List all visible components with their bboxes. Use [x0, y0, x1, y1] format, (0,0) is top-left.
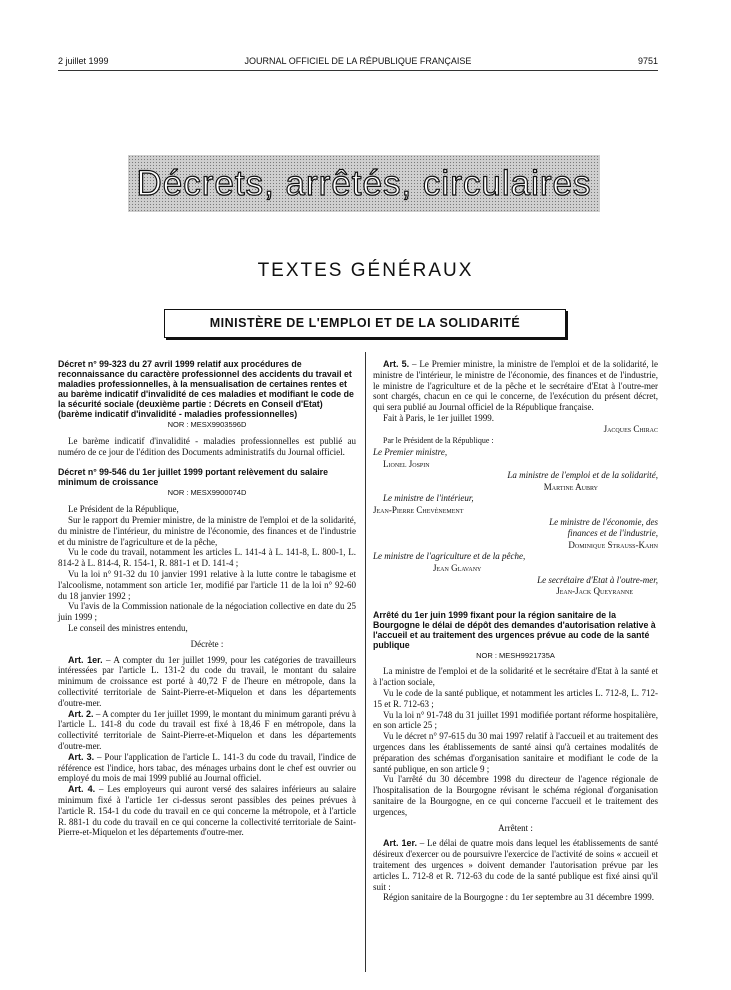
- section-banner: [128, 155, 600, 212]
- decree2-paragraph: Le Président de la République,: [68, 504, 179, 515]
- right-column: [373, 352, 658, 903]
- decrete-label: Décrète :: [190, 638, 224, 649]
- article-text: – Pour l'application de l'article L. 141-3 du code du travail, l'indice de référence est l'indice, hors tabac, des ménages urbains dont le chef est ouvrier ou employé du mois de mai 1999 publié au Journal officiel.: [58, 751, 356, 784]
- article-1: [58, 655, 356, 709]
- article-number: Art. 1er.: [383, 838, 418, 849]
- arrete-title: Arrêté du 1er juin 1999 fixant pour la région sanitaire de la Bourgogne le délai de dépôt des demandes d'autorisation relative à l'accueil et au traitement des urgences prévue au code de la santé publique: [373, 609, 656, 650]
- signatory-name: Martine Aubry: [543, 481, 598, 492]
- decree1-title: Décret n° 99-323 du 27 avril 1999 relatif aux procédures de reconnaissance du caractère professionnel des accidents du travail et maladies professionnelles, à la mensualisation de certaines rentes et au barème indicatif d'invalidité de ces maladies et modifiant le code de la sécurité sociale (deuxième partie : Décrets en Conseil d'Etat) (barème indicatif d'invalidité - maladies professionnelles): [58, 359, 354, 419]
- header-journal: JOURNAL OFFICIEL DE LA RÉPUBLIQUE FRANÇAISE: [244, 56, 472, 66]
- signatory-name: Jean-Jack Queyranne: [556, 586, 633, 597]
- decree2-paragraph: Vu l'avis de la Commission nationale de la négociation collective en date du 25 juin 1999 ;: [58, 601, 356, 623]
- arrete-paragraph: Vu le code de la santé publique, et notamment les articles L. 712-8, L. 712-15 et R. 712-63 ;: [373, 688, 658, 709]
- running-header: [58, 56, 658, 70]
- decree2-title: Décret n° 99-546 du 1er juillet 1999 portant relèvement du salaire minimum de croissance: [58, 467, 328, 488]
- par-le-president: Par le Président de la République :: [383, 436, 494, 446]
- done-at: Fait à Paris, le 1er juillet 1999.: [383, 412, 494, 423]
- arretent-label: Arrêtent :: [498, 822, 533, 833]
- section-title: TEXTES GÉNÉRAUX: [257, 260, 474, 281]
- article-number: Art. 2.: [68, 708, 94, 719]
- decree2-paragraph: Vu la loi n° 91-32 du 10 janvier 1991 relative à la lutte contre le tabagisme et l'alcoolisme, notamment son article 1er, modifié par l'article 11 de la loi n° 92-60 du 18 janvier 1992 ;: [58, 568, 356, 601]
- signatory-role: La ministre de l'emploi et de la solidarité,: [507, 470, 658, 481]
- article-text: – A compter du 1er juillet 1999, le montant du minimum garanti prévu à l'article L. 141-8 du code du travail est fixé à 18,46 F en métropole, dans la collectivité territoriale de Saint-Pierre-et-Miquelon et dans les départements d'outre-mer.: [58, 708, 357, 751]
- article-text: – Le délai de quatre mois dans lequel les établissements de santé désireux d'exercer ou de poursuivre l'exercice de l'activité de soins « accueil et traitement des urgences » doivent demander l'autorisation prévue par les articles L. 712-8 et R. 712-63 du code de la santé publique est fixé ainsi qu'il suit :: [373, 838, 659, 892]
- region-line: Région sanitaire de la Bourgogne : du 1er septembre au 31 décembre 1999.: [383, 892, 655, 903]
- arrete-paragraph: Vu la loi n° 91-748 du 31 juillet 1991 modifiée portant réforme hospitalière, en son article 25 ;: [373, 709, 658, 731]
- signatory-name: Lionel Jospin: [383, 458, 430, 469]
- arrete-paragraph: Vu l'arrêté du 30 décembre 1998 du directeur de l'agence régionale de l'hospitalisation de la Bourgogne révisant le schéma régional d'organisation sanitaire de la Bourgogne, en ce qui concerne l'accueil et le traitement des urgences,: [373, 774, 658, 817]
- arrete-paragraph: Vu le décret n° 97-615 du 30 mai 1997 relatif à l'accueil et au traitement des urgences dans les établissements de santé ainsi qu'à certaines modalités de préparation des schémas d'organisation sanitaire et modifiant le code de la santé publique, en son article 9 ;: [373, 731, 658, 774]
- signatory-name: Jean-Pierre Chevènement: [373, 504, 464, 515]
- arrete-nor: NOR : MESH9921735A: [476, 650, 555, 660]
- signatory-role: Le ministre de l'intérieur,: [383, 493, 474, 504]
- header-rule: [58, 70, 658, 71]
- decree2-nor: NOR : MESX9900074D: [167, 488, 247, 498]
- article-text: – A compter du 1er juillet 1999, pour les catégories de travailleurs intéressées par l'article L. 131-2 du code du travail, le montant du salaire minimum de croissance est porté à 40,72 F de l'heure en métropole, dans la collectivité territoriale de Saint-Pierre-et-Miquelon et dans les départements d'outre-mer.: [58, 654, 357, 708]
- article-text: – Les employeurs qui auront versé des salaires inférieurs au salaire minimum fixé à l'article 1er ci-dessus seront passibles des peines prévues à l'article R. 154-1 du code du travail en ce qui concerne la métropole, et à l'article R. 881-1 du code du travail en ce qui concerne la collectivité territoriale de Saint-Pierre-et-Miquelon et les départements d'outre-mer.: [58, 784, 356, 838]
- decree2-paragraph: Sur le rapport du Premier ministre, de la ministre de l'emploi et de la solidarité, du ministre de l'intérieur, du ministre de l'économie, des finances et de l'industrie et du ministre de l'agriculture et de la pêche,: [58, 514, 356, 547]
- article-text: – Le Premier ministre, la ministre de l'emploi et de la solidarité, le ministre de l'intérieur, le ministre de l'économie, des finances et de l'industrie, le ministre de l'agriculture et de la pêche et le secrétaire d'Etat à l'outre-mer sont chargés, chacun en ce qui le concerne, de l'exécution du présent décret, qui sera publié au Journal officiel de la République française.: [373, 359, 659, 413]
- article-2: [58, 709, 356, 752]
- signatory-name: Dominique Strauss-Kahn: [568, 539, 658, 550]
- decree2-paragraph: Le conseil des ministres entendu,: [68, 622, 188, 633]
- signatory-role: Le ministre de l'agriculture et de la pêche,: [373, 551, 526, 562]
- ministry-box: MINISTÈRE DE L'EMPLOI ET DE LA SOLIDARITÉ: [164, 309, 566, 338]
- column-divider: [365, 352, 366, 972]
- decree1-paragraph: Le barème indicatif d'invalidité - maladies professionnelles est publié au numéro de ce jour de l'édition des Documents administratifs du Journal officiel.: [58, 435, 356, 457]
- article-5: [373, 359, 658, 413]
- decree1-nor: NOR : MESX9903596D: [167, 420, 247, 429]
- president-signature: Jacques Chirac: [603, 423, 658, 434]
- article-number: Art. 5.: [383, 359, 410, 369]
- arrete-paragraph: La ministre de l'emploi et de la solidarité et le secrétaire d'Etat à la santé et à l'action sociale,: [373, 666, 658, 688]
- article-3: [58, 752, 356, 784]
- article-4: [58, 784, 356, 838]
- signatory-role: Le ministre de l'économie, des finances et de l'industrie,: [549, 516, 658, 539]
- decree2-paragraph: Vu le code du travail, notamment les articles L. 141-4 à L. 141-8, L. 800-1, L. 814-2 à L. 814-4, R. 154-1, R. 881-1 et D. 141-4 ;: [58, 547, 356, 569]
- left-column: [58, 352, 356, 838]
- banner-title: Décrets, arrêtés, circulaires: [136, 164, 592, 203]
- article-number: Art. 3.: [68, 751, 95, 762]
- arrete-article-1: [373, 838, 658, 892]
- header-date: 2 juillet 1999: [58, 56, 109, 66]
- signatory-name: Jean Glavany: [433, 562, 482, 573]
- header-page-number: 9751: [637, 56, 658, 66]
- article-number: Art. 1er.: [68, 654, 103, 665]
- signatory-role: Le Premier ministre,: [373, 446, 448, 457]
- article-number: Art. 4.: [68, 784, 96, 795]
- signatory-role: Le secrétaire d'Etat à l'outre-mer,: [537, 574, 658, 585]
